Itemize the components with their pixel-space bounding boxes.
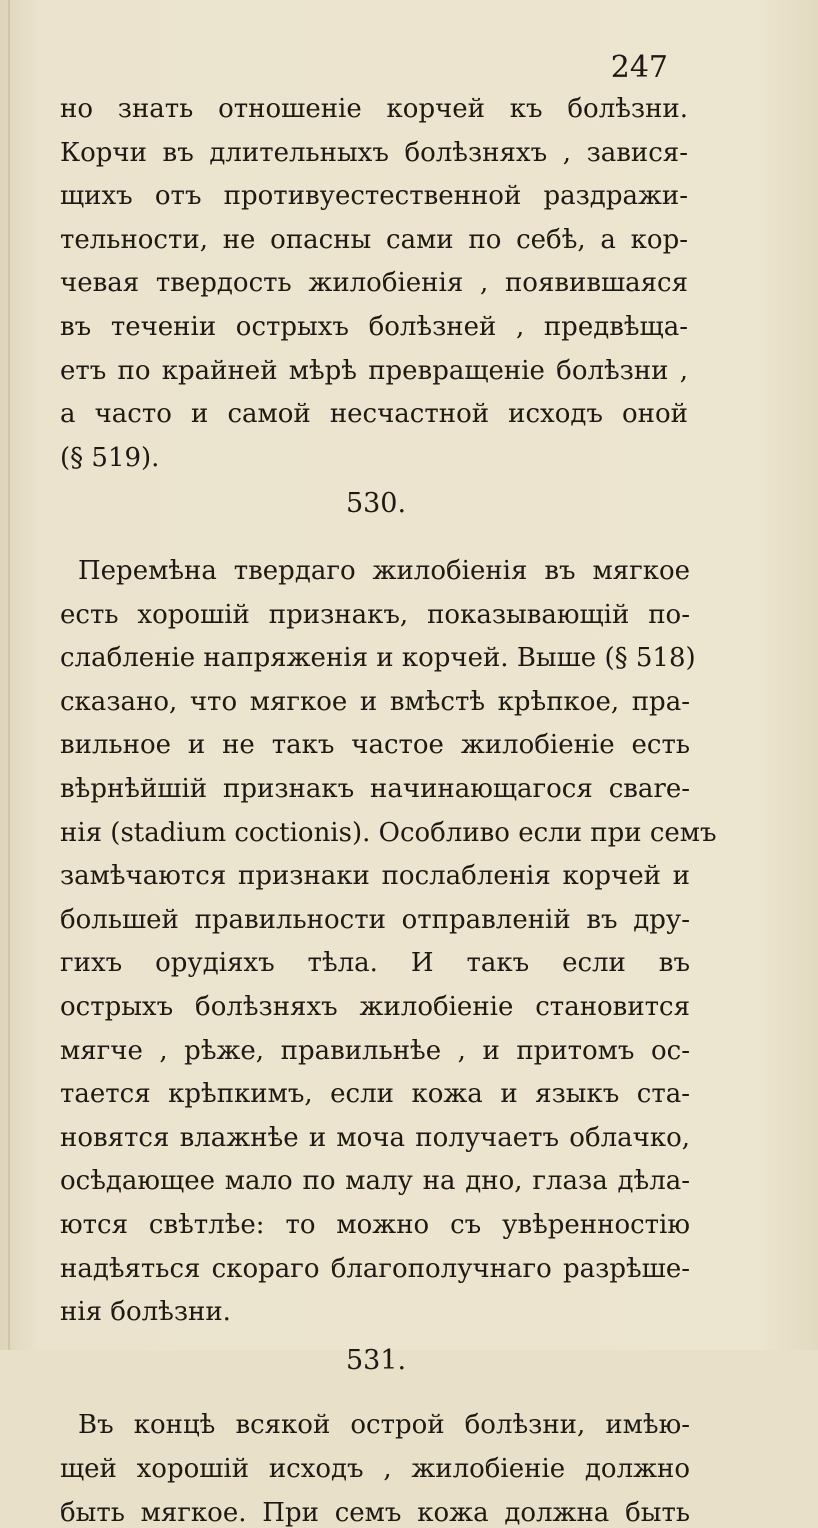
text-line: новятся влажнѣе и моча получаетъ облачко,: [60, 1122, 690, 1153]
text-line: (§ 519).: [60, 442, 160, 473]
text-line: нія болѣзни.: [60, 1297, 231, 1328]
text-line: тельности, не опасны сами по себѣ, а кор-: [60, 224, 688, 255]
text-line: надѣяться скораго благополучнаго разрѣше-: [60, 1253, 690, 1284]
text-line: мягче , рѣже, правильнѣе , и притомъ ос-: [60, 1035, 690, 1066]
text-line: вильное и не такъ частое жилобіеніе есть: [60, 730, 690, 761]
text-line: есть хорошій признакъ, показывающій по-: [60, 599, 690, 630]
text-line: щихъ отъ противуестественной раздражи-: [60, 181, 688, 212]
page-number: 247: [610, 50, 668, 85]
text-line: ются свѣтлѣе: то можно съ увѣренностію: [60, 1210, 690, 1240]
text-line: чевая твердость жилобіенія , появившаяся: [60, 268, 688, 299]
text-line: а часто и самой несчастной исходъ оной: [60, 399, 688, 430]
text-line: Въ концѣ всякой острой болѣзни, имѣю-: [78, 1410, 690, 1441]
text-line: гихъ орудіяхъ тѣла. И такъ если въ: [60, 948, 690, 979]
text-line: щей хорошій исходъ , жилобіеніе должно: [60, 1454, 690, 1484]
text-line: въ теченіи острыхъ болѣзней , предвѣща-: [60, 312, 688, 342]
text-line: Перемѣна твердаго жилобіенія въ мягкое: [78, 556, 690, 586]
page-gutter: [8, 0, 10, 1350]
text-line: осѣдающее мало по малу на дно, глаза дѣла-: [60, 1166, 690, 1197]
text-line: Корчи въ длительныхъ болѣзняхъ , завися-: [60, 137, 688, 168]
text-line: тается крѣпкимъ, если кожа и языкъ ста-: [60, 1079, 690, 1110]
text-line: сказано, что мягкое и вмѣстѣ крѣпкое, пра-: [60, 686, 690, 717]
text-line: вѣрнѣйшій признакъ начинающагося свare-: [60, 774, 690, 804]
text-line: нія (stadium coctionis). Особливо если при семъ: [60, 817, 717, 848]
text-line: но знать отношеніе корчей къ болѣзни.: [60, 94, 688, 124]
text-line: большей правильности отправленій въ дру-: [60, 904, 690, 935]
text-line: етъ по крайней мѣрѣ превращеніе болѣзни ,: [60, 355, 688, 386]
text-line: острыхъ болѣзняхъ жилобіеніе становится: [60, 992, 690, 1022]
text-line: замѣчаются признаки послабленія корчей и: [60, 861, 690, 892]
section-number-531: 531.: [345, 1344, 407, 1376]
text-line: быть мягкое. При семъ кожа должна быть: [60, 1497, 690, 1528]
text-line: слабленіе напряженія и корчей. Выше (§ 518): [60, 643, 696, 674]
section-number-530: 530.: [345, 488, 407, 520]
